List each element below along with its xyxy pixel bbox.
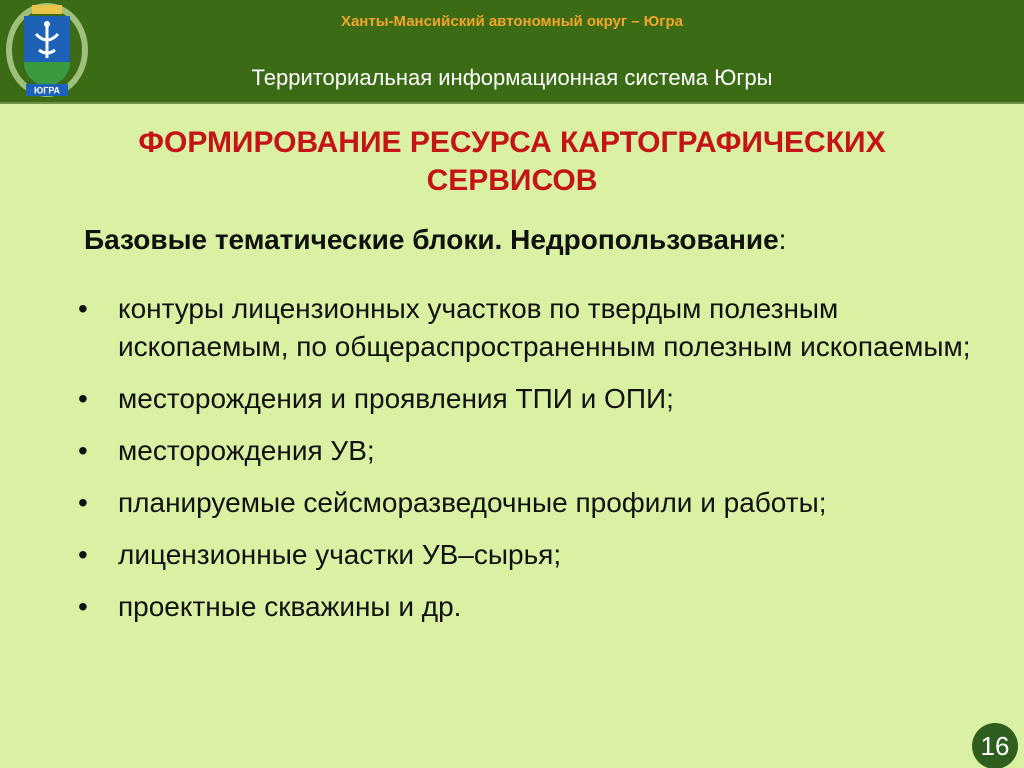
- bullet-icon: •: [78, 293, 88, 324]
- list-item-text: месторождения и проявления ТПИ и ОПИ;: [118, 383, 674, 414]
- bullet-icon: •: [78, 539, 88, 570]
- slide-title: ФОРМИРОВАНИЕ РЕСУРСА КАРТОГРАФИЧЕСКИХ СЕРВИСОВ: [138, 126, 886, 197]
- header-bar: [0, 0, 1024, 104]
- list-item-text: планируемые сейсморазведочные профили и работы;: [118, 487, 827, 518]
- list-item: [70, 290, 1010, 366]
- page-number-badge: 16: [972, 723, 1018, 768]
- list-item-text: проектные скважины и др.: [118, 591, 462, 622]
- list-item: [70, 536, 1010, 574]
- bullet-list: [70, 290, 1010, 640]
- list-item-text: месторождения УВ;: [118, 435, 375, 466]
- bullet-icon: •: [78, 487, 88, 518]
- subtitle-suffix: :: [778, 224, 787, 255]
- subtitle-bold-text: Базовые тематические блоки. Недропользование: [84, 224, 779, 255]
- list-item: [70, 432, 1010, 470]
- svg-text:ЮГРА: ЮГРА: [33, 85, 61, 96]
- bullet-icon: •: [78, 383, 88, 414]
- list-item-text: лицензионные участки УВ–сырья;: [118, 539, 562, 570]
- list-item-text: контуры лицензионных участков по твердым полезным ископаемым, по общераспространенным полезным ископаемым;: [118, 293, 971, 362]
- org-name: Ханты-Мансийский автономный округ – Югра: [340, 13, 684, 30]
- bullet-icon: •: [78, 591, 88, 622]
- slide-subtitle: [84, 224, 984, 256]
- bullet-icon: •: [78, 435, 88, 466]
- system-name: Территориальная информационная система Югры: [251, 65, 773, 90]
- list-item: [70, 380, 1010, 418]
- list-item: [70, 484, 1010, 522]
- list-item: [70, 588, 1010, 626]
